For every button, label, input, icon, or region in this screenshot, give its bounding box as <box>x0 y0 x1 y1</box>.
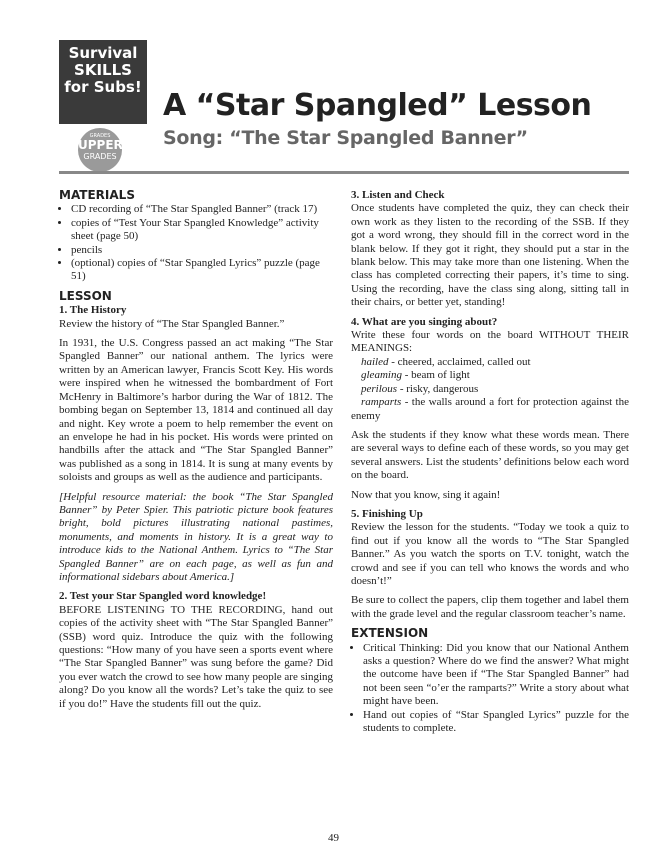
definition-meaning: - risky, dangerous <box>397 382 479 395</box>
section-5-body: Review the lesson for the students. “Today we took a quiz to find out if you know all the words to “The Star Spangled Banner.” As you watch the sports on T.V. tonight, watch the crowd and see if you can tell who knows the words and who doesn’t!” <box>351 521 629 587</box>
section-5-heading: 5. Finishing Up <box>351 507 423 520</box>
upper-grades-badge <box>78 128 122 172</box>
page-subtitle: Song: “The Star Spangled Banner” <box>163 127 528 149</box>
left-column <box>59 189 333 717</box>
resource-note: [Helpful resource material: the book “The Star Spangled Banner” by Peter Spier. This patriotic picture book features bright, bold pictures illustrating national pastimes, monuments, and moments in history. It is a great way to introduce kids to the National Anthem. Lyrics to “The Star Spangled Banner” are on each page, as well as fun and informational sidebars about America.] <box>59 490 333 583</box>
extension-heading: EXTENSION <box>351 626 429 641</box>
list-item: • copies of “Test Your Star Spangled Knowledge” activity sheet (page 50) <box>71 217 333 244</box>
section-3-body: Once students have completed the quiz, they can check their own work as they listen to the recording of the SSB. If they got a word wrong, they should fill in the correct word in the blank below. If they got it right, they should put a star in the blank below. This may take more than one listening. When the class has completed correcting their papers, it’s time to sing. Using the recording, have the class sing along, sitting tall in their chairs, or better yet, standing! <box>351 202 629 309</box>
section-1-intro: Review the history of “The Star Spangled Banner.” <box>59 317 285 330</box>
header-divider <box>59 171 629 174</box>
definition-item <box>351 396 629 423</box>
page-title: A “Star Spangled” Lesson <box>163 88 592 123</box>
section-4-paragraph-2: Ask the students if they know what these words mean. There are several ways to define each of these words, so you may get several answers. List the students’ definitions below each word on the board. <box>351 428 629 482</box>
list-item: • CD recording of “The Star Spangled Banner” (track 17) <box>71 203 333 216</box>
definition-word: perilous <box>361 382 398 395</box>
materials-list <box>59 203 333 283</box>
section-2-heading: 2. Test your Star Spangled word knowledge! <box>59 590 267 603</box>
section-4-heading: 4. What are you singing about? <box>351 315 498 328</box>
list-item: • Critical Thinking: Did you know that our National Anthem asks a question? Where do we find the answer? What might the outcome have been if “The Star Spangled Banner” had not been seen “o’er the ramparts?” Write a story about what might have been. <box>363 642 629 709</box>
survival-skills-logo <box>59 40 147 124</box>
lesson-heading: LESSON <box>59 288 112 303</box>
section-1-body: In 1931, the U.S. Congress passed an act making “The Star Spangled Banner” our national anthem. The lyrics were written by an American lawyer, Francis Scott Key. His words were inspired when he witnessed the bombardment of Fort McHenry in Baltimore’s harbor during the War of 1812. The bombing began on September 13, 1814 and continued all day and night. Key wrote a poem to help remember the event on an envelope he had in his pocket. His words were printed on handbills after the attack and “The Star Spangled Banner” was published as a song in 1814. It is sung at many events by soloists and groups as well as the audience and participants. <box>59 337 333 484</box>
section-3-heading: 3. Listen and Check <box>351 189 445 201</box>
definition-item <box>361 369 629 382</box>
list-item: • pencils <box>71 244 333 257</box>
list-item: • Hand out copies of “Star Spangled Lyrics” puzzle for the students to complete. <box>363 709 629 736</box>
section-4-intro: Write these four words on the board WITHOUT THEIR MEANINGS: <box>351 329 629 355</box>
section-1-heading: 1. The History <box>59 304 127 317</box>
definition-word: hailed <box>361 355 389 368</box>
grades-badge-small: GRADES <box>89 133 111 139</box>
materials-heading: MATERIALS <box>59 188 135 202</box>
definition-list <box>361 356 629 396</box>
page-number: 49 <box>328 832 339 844</box>
section-5-paragraph-2: Be sure to collect the papers, clip them together and label them with the grade level and the regular classroom teacher’s name. <box>351 594 629 620</box>
logo-line-3: for Subs! <box>64 78 142 96</box>
list-item: • (optional) copies of “Star Spangled Lyrics” puzzle (page 51) <box>71 257 333 284</box>
logo-line-2: SKILLS <box>74 61 132 79</box>
definition-meaning: - cheered, acclaimed, called out <box>388 355 531 368</box>
definition-word: gleaming <box>361 369 402 382</box>
grades-badge-upper: UPPER <box>78 138 123 152</box>
grades-badge-grades: GRADES <box>83 152 117 161</box>
definition-word: ramparts <box>361 396 402 409</box>
right-column <box>351 189 629 741</box>
extension-list <box>351 642 629 736</box>
logo-line-1: Survival <box>68 44 138 62</box>
section-2-body: BEFORE LISTENING TO THE RECORDING, hand out copies of the activity sheet with “The Star Spangled Banner” (SSB) word quiz. Introduce the quiz with the following questions: “How many of you have seen a sports event where “The Star Spangled Banner” was sung before the game? Did you ever watch the crowd to see how many people are singing along? Do you know all the words? Let’s take the quiz to see if you do!” Have the students fill out the quiz. <box>59 603 333 710</box>
definition-item <box>361 383 629 396</box>
definition-meaning: - the walls around a fort for protection against the enemy <box>351 396 629 422</box>
definition-item <box>361 356 629 369</box>
definition-meaning: - beam of light <box>401 369 470 382</box>
section-4-paragraph-3: Now that you know, sing it again! <box>351 488 501 501</box>
